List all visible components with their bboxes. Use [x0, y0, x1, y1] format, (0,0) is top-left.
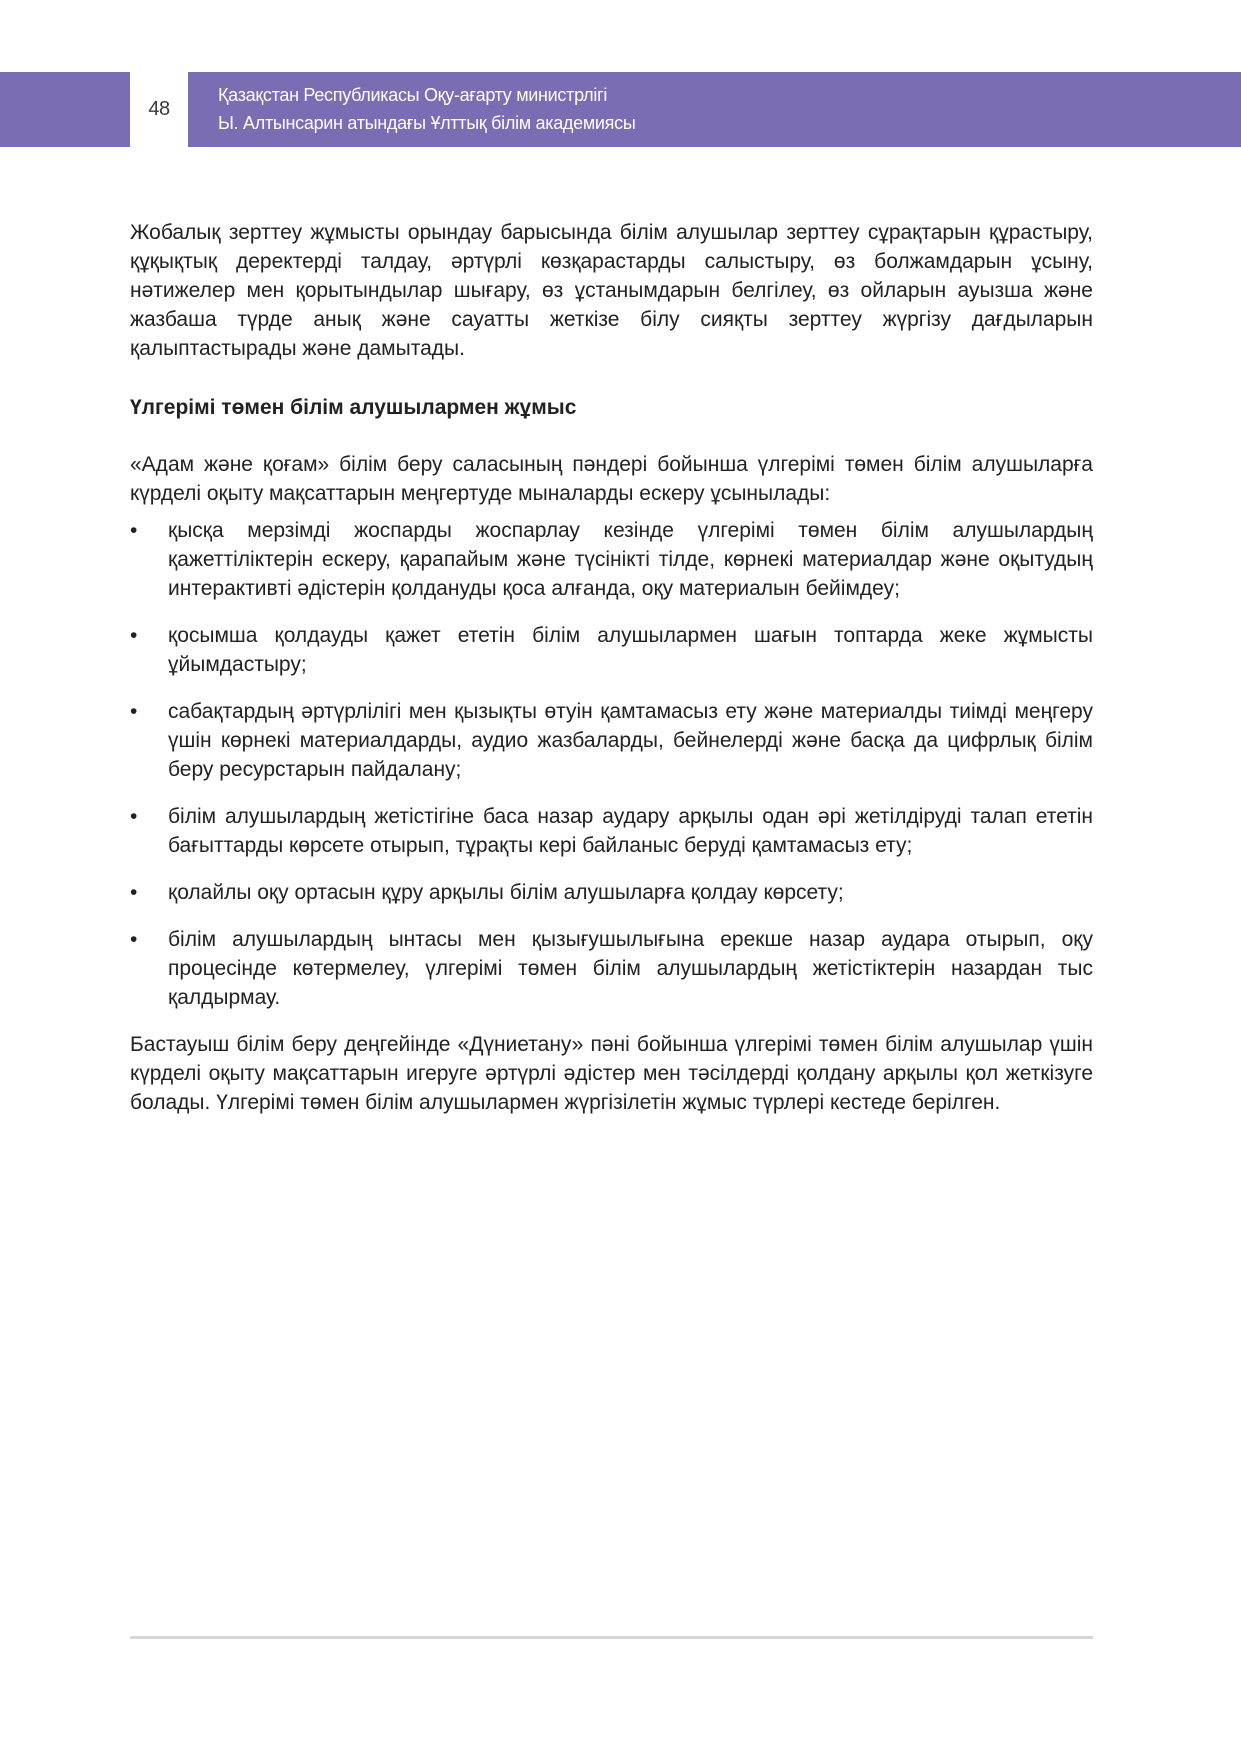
paragraph-intro: Жобалық зерттеу жұмысты орындау барысында білім алушылар зерттеу сұрақтарын құрастыру, құқықтық деректерді талдау, әртүрлі көзқарастарды салыстыру, өз болжамдарын ұсыну, нәтижелер мен қорытындылар шығару, өз ұстанымдарын белгілеу, өз ойларын ауызша және жазбаша түрде анық және сауатты жеткізе білу сияқты зерттеу жүргізу дағдыларын қалыптастырады және дамытады.	[130, 221, 1093, 360]
list-item	[130, 516, 1093, 603]
bullet-icon: •	[130, 519, 138, 542]
list-item-text: қолайлы оқу ортасын құру арқылы білім алушыларға қолдау көрсету;	[168, 881, 844, 904]
bullet-icon: •	[130, 700, 138, 723]
list-item-text: сабақтардың әртүрлілігі мен қызықты өтуін қамтамасыз ету және материалды тиімді меңгеру үшін көрнекі материалдарды, аудио жазбаларды, бейнелерді және басқа да цифрлық білім беру ресурстарын пайдалану;	[168, 700, 1093, 781]
paragraph-recommendation: «Адам және қоғам» білім беру саласының пәндері бойынша үлгерімі төмен білім алушыларға күрделі оқыту мақсаттарын меңгертуде мыналарды ескеру ұсынылады:	[130, 453, 1093, 505]
recommendation-list	[130, 516, 1093, 1012]
list-item-text: қосымша қолдауды қажет ететін білім алушылармен шағын топтарда жеке жұмысты ұйымдастыру;	[168, 624, 1093, 676]
paragraph-conclusion: Бастауыш білім беру деңгейінде «Дүниетану» пәні бойынша үлгерімі төмен білім алушылар үшін күрделі оқыту мақсаттарын игеруге әртүрлі әдістер мен тәсілдерді қолдану арқылы қол жеткізуге болады. Үлгерімі төмен білім алушылармен жүргізілетін жұмыс түрлері кестеде берілген.	[130, 1033, 1093, 1114]
list-item-text: білім алушылардың жетістігіне баса назар аудару арқылы одан әрі жетілдіруді талап ететін бағыттарды көрсете отырып, тұрақты кері байланыс беруді қамтамасыз ету;	[168, 805, 1093, 857]
list-item	[130, 621, 1093, 679]
footer-divider	[130, 1636, 1093, 1639]
header-academy-title: Ы. Алтынсарин атындағы Ұлттық білім академиясы	[218, 113, 636, 133]
list-item	[130, 925, 1093, 1012]
list-item	[130, 697, 1093, 784]
header-ministry-title: Қазақстан Республикасы Оқу-ағарту министрлігі	[218, 85, 608, 105]
bullet-icon: •	[130, 624, 138, 647]
list-item	[130, 878, 1093, 907]
list-item-text: білім алушылардың ынтасы мен қызығушылығына ерекше назар аудара отырып, оқу процесінде көтермелеу, үлгерімі төмен білім алушылардың жетістіктерін назардан тыс қалдырмау.	[168, 928, 1093, 1009]
page-number: 48	[130, 72, 188, 147]
list-item	[130, 802, 1093, 860]
bullet-icon: •	[130, 805, 138, 828]
list-item-text: қысқа мерзімді жоспарды жоспарлау кезінде үлгерімі төмен білім алушылардың қажеттіліктерін ескеру, қарапайым және түсінікті тілде, көрнекі материалдар және оқытудың интерактивті әдістерін қолдануды қоса алғанда, оқу материалын бейімдеу;	[168, 519, 1093, 600]
page-body	[130, 218, 1093, 1117]
bullet-icon: •	[130, 881, 138, 904]
bullet-icon: •	[130, 928, 138, 951]
header-titles	[218, 81, 635, 137]
section-heading: Үлгерімі төмен білім алушылармен жұмыс	[130, 396, 577, 419]
